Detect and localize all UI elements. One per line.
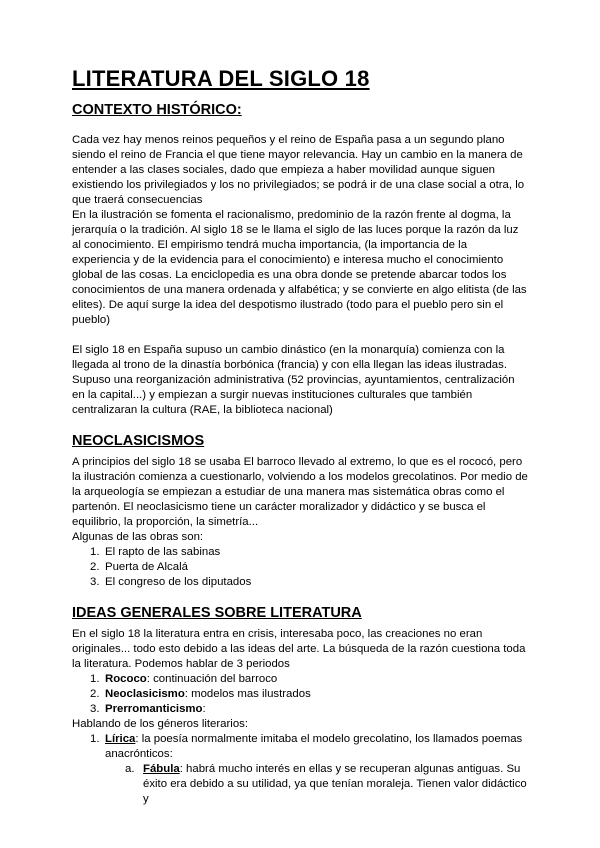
list-term: Neoclasicismo: [105, 688, 185, 700]
list-term-rest: : habrá mucho interés en ellas y se recuperan algunas antiguas. Su éxito era debido a su utilidad, ya que tenían moraleja. Tienen valor didáctico y: [143, 763, 527, 805]
list-marker: 2.: [90, 561, 100, 573]
list-term: Rococo: [105, 673, 147, 685]
document-title: LITERATURA DEL SIGLO 18: [72, 66, 370, 91]
section-heading-neoclasicismos: NEOCLASICISMOS: [72, 433, 205, 449]
list-text: Puerta de Alcalá: [105, 561, 188, 573]
list-item-obra-1: [72, 545, 528, 560]
list-text: El congreso de los diputados: [105, 576, 252, 588]
list-item-obra-2: [72, 560, 528, 575]
list-item-periodo-3: [72, 702, 528, 717]
list-marker: 1.: [90, 546, 100, 558]
list-term: Fábula: [143, 763, 180, 775]
list-term: Lírica: [105, 733, 136, 745]
list-text: [105, 672, 528, 687]
list-text: [105, 732, 528, 762]
list-intro-obras: Algunas de las obras son:: [72, 531, 204, 543]
list-marker: 2.: [90, 688, 100, 700]
list-term: Prerromanticismo: [105, 703, 203, 715]
list-item-periodo-1: [72, 672, 528, 687]
list-marker: a.: [125, 763, 135, 775]
list-term-rest: : modelos mas ilustrados: [184, 688, 311, 700]
paragraph-contexto-1: Cada vez hay menos reinos pequeños y el reino de España pasa a un segundo plano siendo el reino de Francia el que tiene mayor relevancia. Hay un cambio en la manera de entender a las clases sociales, dado que empieza a haber movilidad aunque siguen existiendo los privilegiados y los no privilegiados; se podrá ir de una clase social a otra, lo que traerá consecuencias: [72, 134, 525, 206]
list-intro-generos: Hablando de los géneros literarios:: [72, 718, 249, 730]
section-heading-ideas-generales: IDEAS GENERALES SOBRE LITERATURA: [72, 605, 362, 621]
paragraph-neoclasicismos: A principios del siglo 18 se usaba El barroco llevado al extremo, lo que es el rococó, pero la ilustración comienza a cuestionarlo, volviendo a los modelos grecolatinos. Por medio de la arqueología se empiezan a estudiar de una manera mas sistemática obras como el partenón. El neoclasicismo tiene un carácter moralizador y didáctico y se busca el equilibrio, la proporción, la simetría...: [72, 456, 528, 528]
list-text: El rapto de las sabinas: [105, 546, 221, 558]
list-text: [105, 702, 528, 717]
list-term-rest: :: [202, 703, 206, 715]
paragraph-ideas: En el siglo 18 la literatura entra en crisis, interesaba poco, las creaciones no eran originales... todo esto debido a las ideas del arte. La búsqueda de la razón cuestiona toda la literatura. Podemos hablar de 3 periodos: [72, 628, 526, 670]
list-text: [105, 687, 528, 702]
list-marker: 3.: [90, 576, 100, 588]
list-item-obra-3: [72, 575, 528, 590]
paragraph-contexto-3: El siglo 18 en España supuso un cambio dinástico (en la monarquía) comienza con la llegada al trono de la dinastía borbónica (francia) y con ella llegan las ideas ilustradas. Supuso una reorganización administrativa (52 provincias, ayuntamientos, centralización en la capital...) y empiezan a surgir nuevas instituciones culturales que también centralizaran la cultura (RAE, la biblioteca nacional): [72, 344, 515, 416]
paragraph-contexto-2: En la ilustración se fomenta el racionalismo, predominio de la razón frente al dogma, la jerarquía o la tradición. Al siglo 18 se le llama el siglo de las luces porque la razón da luz al conocimiento. El empirismo tendrá mucha importancia, (la importancia de la experiencia y de la evidencia para el conocimiento) e interesa mucho el conocimiento global de las cosas. La enciclopedia es una obra donde se pretende abarcar todos los conocimientos de una manera ordenada y alfabética; y se convierte en algo elitista (de las elites). De aquí surge la idea del despotismo ilustrado (todo para el pueblo pero sin el pueblo): [72, 209, 527, 326]
list-marker: 1.: [90, 673, 100, 685]
list-term-rest: : continuación del barroco: [146, 673, 278, 685]
list-item-periodo-2: [72, 687, 528, 702]
list-marker: 1.: [90, 733, 100, 745]
list-term-rest: : la poesía normalmente imitaba el modelo grecolatino, los llamados poemas anacrónticos:: [105, 733, 523, 760]
section-heading-contexto-historico: CONTEXTO HISTÓRICO:: [72, 102, 242, 118]
list-marker: 3.: [90, 703, 100, 715]
list-text: [143, 762, 528, 807]
list-item-genero-lirica: [72, 732, 528, 762]
list-item-subgenero-fabula: [72, 762, 528, 807]
